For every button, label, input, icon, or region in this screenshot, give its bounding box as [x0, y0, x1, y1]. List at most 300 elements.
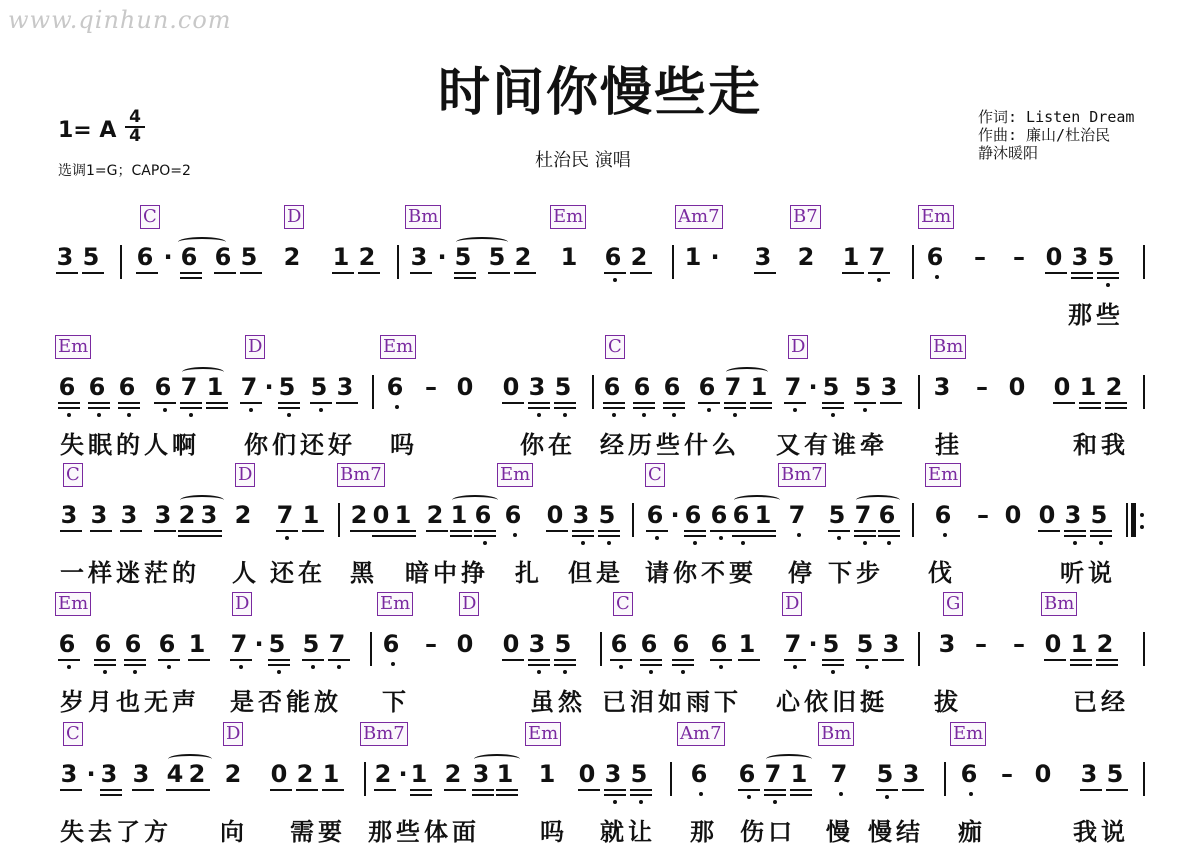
beam-underline	[336, 402, 358, 404]
beam-underline	[426, 530, 448, 532]
beam-underline	[598, 535, 620, 537]
beam-underline	[82, 272, 104, 274]
bar-line	[338, 503, 340, 537]
repeat-dot	[1140, 513, 1144, 517]
low-octave-dot	[563, 413, 567, 417]
beam-underline	[514, 272, 536, 274]
beam-underline	[302, 659, 324, 661]
beam-underline	[180, 272, 202, 274]
beam-underline	[1105, 407, 1127, 409]
beam-underline	[1038, 530, 1060, 532]
low-octave-dot	[249, 408, 253, 412]
lyric-text: 我说	[1073, 818, 1129, 846]
note-digit: 2	[514, 243, 532, 271]
low-octave-dot	[285, 536, 289, 540]
chord-symbol: C	[605, 335, 625, 359]
note-digit: 0	[1045, 243, 1063, 271]
note-digit: 6	[382, 630, 400, 658]
note-digit: 6	[604, 243, 622, 271]
low-octave-dot	[189, 413, 193, 417]
low-octave-dot	[773, 800, 777, 804]
tie-arc	[726, 367, 768, 377]
beam-underline	[738, 789, 760, 791]
note-digit: 5	[302, 630, 320, 658]
note-digit: 6	[88, 373, 106, 401]
note-digit: 1	[322, 760, 340, 788]
lyric-text: 那	[690, 818, 718, 846]
beam-underline	[1053, 402, 1075, 404]
note-digit: 3	[472, 760, 490, 788]
beam-underline	[496, 789, 518, 791]
chord-symbol: Bm	[1041, 592, 1077, 616]
sustain-dash: –	[1013, 243, 1025, 271]
bar-line	[600, 632, 602, 666]
low-octave-dot	[639, 800, 643, 804]
beam-underline	[856, 659, 878, 661]
beam-underline	[450, 535, 472, 537]
note-digit: 3	[1080, 760, 1098, 788]
note-digit: 5	[1106, 760, 1124, 788]
note-digit: 2	[234, 501, 252, 529]
beam-underline	[394, 530, 416, 532]
beam-underline	[410, 789, 432, 791]
note-digit: 6	[633, 373, 651, 401]
beam-underline	[578, 789, 600, 791]
chord-symbol: Em	[380, 335, 416, 359]
beam-underline	[136, 272, 158, 274]
beam-underline	[328, 659, 350, 661]
bar-line	[364, 762, 366, 796]
beam-underline	[876, 789, 898, 791]
note-digit: 2	[296, 760, 314, 788]
bar-line	[944, 762, 946, 796]
beam-underline	[750, 402, 772, 404]
beam-underline	[88, 402, 110, 404]
beam-underline	[154, 402, 176, 404]
bar-line	[1143, 375, 1145, 409]
dot-augmentation: ·	[254, 630, 264, 658]
beam-underline	[444, 789, 466, 791]
low-octave-dot	[581, 541, 585, 545]
beam-underline	[60, 530, 82, 532]
lyric-text: 暗中挣	[405, 559, 489, 587]
low-octave-dot	[681, 670, 685, 674]
sustain-dash: –	[974, 243, 986, 271]
note-digit: 7	[788, 501, 806, 529]
note-digit: 1	[302, 501, 320, 529]
note-digit: 5	[454, 243, 472, 271]
beam-underline	[60, 789, 82, 791]
note-digit: 6	[214, 243, 232, 271]
lyric-text: 吗	[390, 431, 418, 459]
beam-underline	[496, 794, 518, 796]
note-digit: 3	[336, 373, 354, 401]
beam-underline	[1071, 272, 1093, 274]
beam-underline	[1090, 530, 1112, 532]
note-digit: 5	[268, 630, 286, 658]
note-digit: 5	[630, 760, 648, 788]
low-octave-dot	[719, 536, 723, 540]
note-digit: 1	[332, 243, 350, 271]
beam-underline	[358, 272, 380, 274]
beam-underline	[646, 530, 668, 532]
lyric-text: 一样迷茫的	[60, 559, 200, 587]
low-octave-dot	[311, 665, 315, 669]
beam-underline	[790, 794, 812, 796]
chord-symbol: D	[284, 205, 304, 229]
note-digit: 5	[828, 501, 846, 529]
chord-symbol: Em	[377, 592, 413, 616]
beam-underline	[118, 402, 140, 404]
low-octave-dot	[831, 670, 835, 674]
beam-underline	[180, 277, 202, 279]
beam-underline	[278, 402, 300, 404]
lyric-text: 扎	[515, 559, 543, 587]
beam-underline	[124, 659, 146, 661]
beam-underline	[310, 402, 332, 404]
note-digit: 7	[230, 630, 248, 658]
note-digit: 1	[496, 760, 514, 788]
beam-underline	[822, 664, 844, 666]
note-digit: 6	[934, 501, 952, 529]
chord-symbol: Bm7	[778, 463, 826, 487]
beam-underline	[488, 272, 510, 274]
beam-underline	[732, 535, 754, 537]
beam-underline	[630, 789, 652, 791]
beam-underline	[598, 530, 620, 532]
low-octave-dot	[741, 541, 745, 545]
beam-underline	[1064, 530, 1086, 532]
note-digit: 5	[278, 373, 296, 401]
beam-underline	[672, 659, 694, 661]
beam-underline	[1044, 659, 1066, 661]
note-digit: 1	[738, 630, 756, 658]
beam-underline	[554, 664, 576, 666]
low-octave-dot	[693, 541, 697, 545]
note-digit: 2	[1096, 630, 1114, 658]
low-octave-dot	[513, 533, 517, 537]
note-digit: 2	[374, 760, 392, 788]
lyric-text: 你在	[520, 431, 576, 459]
note-digit: 7	[180, 373, 198, 401]
chord-symbol: D	[245, 335, 265, 359]
low-octave-dot	[103, 670, 107, 674]
low-octave-dot	[391, 662, 395, 666]
beam-underline	[372, 530, 394, 532]
bar-line	[397, 245, 399, 279]
tie-arc	[474, 754, 520, 764]
note-digit: 6	[386, 373, 404, 401]
beam-underline	[630, 272, 652, 274]
note-digit: 3	[90, 501, 108, 529]
dot-augmentation: ·	[808, 630, 818, 658]
watermark: www.qinhun.com	[8, 6, 232, 34]
time-signature-bottom: 4	[129, 126, 141, 146]
tie-arc	[182, 367, 224, 377]
lyric-text: 听说	[1060, 559, 1116, 587]
note-digit: 2	[358, 243, 376, 271]
note-digit: 5	[554, 630, 572, 658]
note-digit: 6	[960, 760, 978, 788]
note-digit: 5	[876, 760, 894, 788]
beam-underline	[822, 407, 844, 409]
note-digit: 7	[724, 373, 742, 401]
note-digit: 2	[283, 243, 301, 271]
chord-symbol: G	[943, 592, 963, 616]
note-digit: 1	[450, 501, 468, 529]
beam-underline	[790, 789, 812, 791]
note-digit: 3	[1071, 243, 1089, 271]
chord-symbol: Bm7	[360, 722, 408, 746]
tie-arc	[856, 495, 900, 505]
dot-augmentation: ·	[670, 501, 680, 529]
capo-note: 选调1=G；CAPO=2	[58, 163, 191, 179]
beam-underline	[1064, 535, 1086, 537]
lyric-text: 虽然	[530, 688, 586, 716]
beam-underline	[270, 789, 292, 791]
note-digit: 2	[444, 760, 462, 788]
note-digit: 0	[270, 760, 288, 788]
dot-augmentation: ·	[163, 243, 173, 271]
beam-underline	[828, 530, 850, 532]
beam-underline	[750, 407, 772, 409]
bar-line	[632, 503, 634, 537]
beam-underline	[854, 530, 876, 532]
beam-underline	[842, 272, 864, 274]
note-digit: 6	[663, 373, 681, 401]
lyric-text: 但是	[568, 559, 624, 587]
beam-underline	[372, 535, 394, 537]
beam-underline	[394, 535, 416, 537]
note-digit: 3	[528, 630, 546, 658]
beam-underline	[502, 659, 524, 661]
note-digit: 2	[178, 501, 196, 529]
note-digit: 3	[572, 501, 590, 529]
lyric-text: 又有谁牵	[776, 431, 888, 459]
beam-underline	[200, 530, 222, 532]
bar-line	[120, 245, 122, 279]
note-digit: 6	[698, 373, 716, 401]
note-digit: 6	[878, 501, 896, 529]
beam-underline	[374, 789, 396, 791]
low-octave-dot	[839, 792, 843, 796]
sustain-dash: –	[975, 630, 987, 658]
note-digit: 5	[310, 373, 328, 401]
note-digit: 7	[854, 501, 872, 529]
low-octave-dot	[67, 665, 71, 669]
beam-underline	[572, 530, 594, 532]
beam-underline	[502, 402, 524, 404]
beam-underline	[604, 789, 626, 791]
beam-underline	[684, 530, 706, 532]
beam-underline	[738, 659, 760, 661]
note-digit: 7	[276, 501, 294, 529]
chord-symbol: C	[63, 722, 83, 746]
bar-line	[912, 245, 914, 279]
beam-underline	[554, 659, 576, 661]
beam-underline	[710, 530, 732, 532]
lyric-text: 下	[382, 688, 410, 716]
beam-underline	[178, 535, 200, 537]
beam-underline	[206, 407, 228, 409]
tie-arc	[168, 754, 212, 764]
chord-symbol: D	[232, 592, 252, 616]
note-digit: 6	[646, 501, 664, 529]
note-digit: 5	[240, 243, 258, 271]
low-octave-dot	[563, 670, 567, 674]
lyric-text: 就让	[600, 818, 656, 846]
song-title: 时间你慢些走	[437, 62, 762, 123]
beam-underline	[1097, 272, 1119, 274]
beam-underline	[854, 535, 876, 537]
beam-underline	[724, 402, 746, 404]
beam-underline	[878, 530, 900, 532]
note-digit: 2	[797, 243, 815, 271]
beam-underline	[554, 407, 576, 409]
beam-underline	[663, 402, 685, 404]
beam-underline	[764, 789, 786, 791]
beam-underline	[474, 535, 496, 537]
beam-underline	[332, 272, 354, 274]
beam-underline	[472, 789, 494, 791]
lyric-text: 伤口	[740, 818, 796, 846]
beam-underline	[1105, 402, 1127, 404]
beam-underline	[902, 789, 924, 791]
lyric-text: 失眠的人啊	[60, 431, 200, 459]
dot-augmentation: ·	[86, 760, 96, 788]
beam-underline	[1090, 535, 1112, 537]
beam-underline	[56, 272, 78, 274]
beam-underline	[90, 530, 112, 532]
beam-underline	[94, 664, 116, 666]
repeat-bar	[1126, 503, 1128, 537]
beam-underline	[230, 659, 252, 661]
bar-line	[1143, 245, 1145, 279]
beam-underline	[454, 277, 476, 279]
note-digit: 2	[630, 243, 648, 271]
low-octave-dot	[699, 792, 703, 796]
note-digit: 3	[132, 760, 150, 788]
lyric-text: 那些体面	[368, 818, 480, 846]
beam-underline	[1097, 277, 1119, 279]
dot-augmentation: ·	[437, 243, 447, 271]
beam-underline	[1096, 664, 1118, 666]
beam-underline	[1045, 272, 1067, 274]
bar-line	[370, 632, 372, 666]
beam-underline	[100, 789, 122, 791]
beam-underline	[350, 530, 372, 532]
note-digit: 6	[118, 373, 136, 401]
low-octave-dot	[793, 665, 797, 669]
beam-underline	[180, 402, 202, 404]
beam-underline	[698, 402, 720, 404]
lyric-text: 你们还好	[244, 431, 356, 459]
beam-underline	[528, 402, 550, 404]
lyric-text: 挂	[935, 431, 963, 459]
chord-symbol: D	[782, 592, 802, 616]
low-octave-dot	[793, 408, 797, 412]
note-digit: 0	[546, 501, 564, 529]
note-digit: 6	[738, 760, 756, 788]
beam-underline	[302, 530, 324, 532]
note-digit: 3	[604, 760, 622, 788]
low-octave-dot	[163, 408, 167, 412]
lyric-text: 那些	[1068, 301, 1124, 329]
composer-credit: 作曲: 廉山/杜治民	[978, 126, 1111, 144]
note-digit: 1	[750, 373, 768, 401]
note-digit: 6	[610, 630, 628, 658]
note-digit: 3	[60, 501, 78, 529]
note-digit: 1	[206, 373, 224, 401]
note-digit: 6	[710, 630, 728, 658]
note-digit: 3	[528, 373, 546, 401]
beam-underline	[1079, 407, 1101, 409]
beam-underline	[732, 530, 754, 532]
note-digit: 0	[578, 760, 596, 788]
beam-underline	[240, 402, 262, 404]
note-digit: 1	[684, 243, 702, 271]
dot-augmentation: ·	[264, 373, 274, 401]
note-digit: 6	[94, 630, 112, 658]
note-digit: 0	[1038, 501, 1056, 529]
beam-underline	[784, 659, 806, 661]
key-signature: 1= A	[58, 118, 117, 143]
beam-underline	[188, 789, 210, 791]
note-digit: 6	[474, 501, 492, 529]
low-octave-dot	[319, 408, 323, 412]
beam-underline	[88, 407, 110, 409]
beam-underline	[603, 407, 625, 409]
note-digit: 2	[188, 760, 206, 788]
lyric-text: 停	[788, 559, 816, 587]
chord-symbol: Bm	[930, 335, 966, 359]
beam-underline	[754, 530, 776, 532]
beam-underline	[154, 530, 176, 532]
low-octave-dot	[943, 533, 947, 537]
note-digit: 1	[188, 630, 206, 658]
beam-underline	[178, 530, 200, 532]
beam-underline	[180, 407, 202, 409]
beam-underline	[474, 530, 496, 532]
beam-underline	[572, 535, 594, 537]
bar-line	[918, 375, 920, 409]
tie-arc	[180, 495, 224, 505]
beam-underline	[882, 659, 904, 661]
chord-symbol: Em	[55, 592, 91, 616]
lyric-text: 痂	[958, 818, 986, 846]
beam-underline	[100, 794, 122, 796]
note-digit: 6	[732, 501, 750, 529]
low-octave-dot	[863, 408, 867, 412]
note-digit: 3	[880, 373, 898, 401]
beam-underline	[322, 789, 344, 791]
beam-underline	[214, 272, 236, 274]
beam-underline	[528, 407, 550, 409]
beam-underline	[278, 407, 300, 409]
note-digit: 3	[60, 760, 78, 788]
low-octave-dot	[887, 541, 891, 545]
chord-symbol: D	[459, 592, 479, 616]
low-octave-dot	[395, 405, 399, 409]
beam-underline	[118, 407, 140, 409]
low-octave-dot	[885, 795, 889, 799]
beam-underline	[784, 402, 806, 404]
lyric-text: 已经	[1073, 688, 1129, 716]
note-digit: 3	[120, 501, 138, 529]
beam-underline	[528, 659, 550, 661]
chord-symbol: Am7	[677, 722, 725, 746]
beam-underline	[880, 402, 902, 404]
